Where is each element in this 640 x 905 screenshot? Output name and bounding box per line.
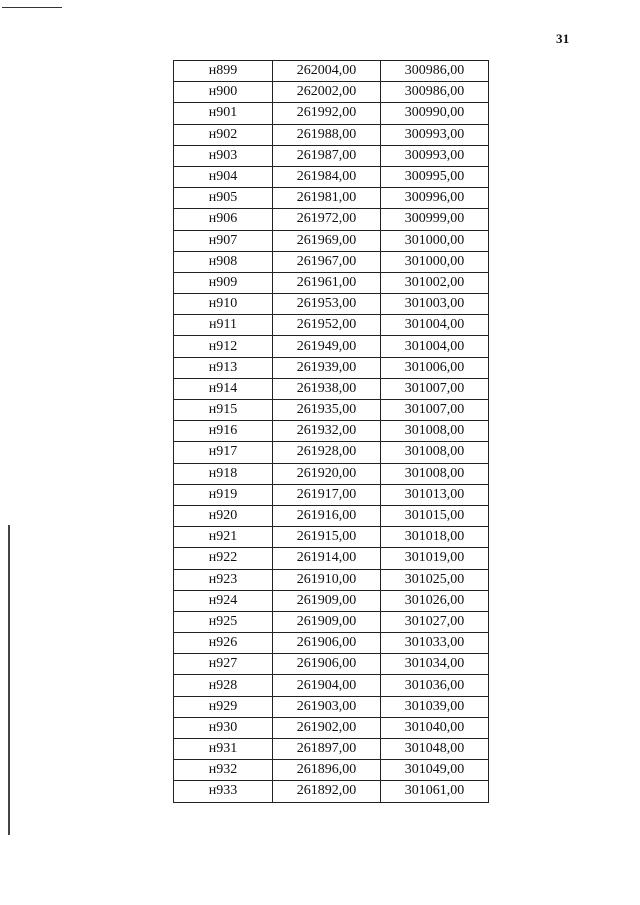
- x-coordinate-cell: 261915,00: [273, 527, 381, 548]
- table-row: [174, 251, 489, 272]
- y-coordinate-cell: 301036,00: [381, 675, 489, 696]
- table-row: [174, 82, 489, 103]
- point-id-cell: н900: [174, 82, 273, 103]
- point-id-cell: н902: [174, 124, 273, 145]
- table-row: [174, 421, 489, 442]
- point-id-cell: н930: [174, 717, 273, 738]
- page-number: 31: [556, 31, 570, 46]
- table-row: [174, 188, 489, 209]
- x-coordinate-cell: 261928,00: [273, 442, 381, 463]
- y-coordinate-cell: 301008,00: [381, 442, 489, 463]
- table-row: [174, 230, 489, 251]
- y-coordinate-cell: 301013,00: [381, 484, 489, 505]
- table-row: [174, 527, 489, 548]
- point-id-cell: н927: [174, 654, 273, 675]
- table-row: [174, 633, 489, 654]
- top-rule-line: [2, 7, 62, 8]
- point-id-cell: н917: [174, 442, 273, 463]
- y-coordinate-cell: 301049,00: [381, 760, 489, 781]
- y-coordinate-cell: 301039,00: [381, 696, 489, 717]
- x-coordinate-cell: 261935,00: [273, 400, 381, 421]
- x-coordinate-cell: 261910,00: [273, 569, 381, 590]
- x-coordinate-cell: 261906,00: [273, 633, 381, 654]
- y-coordinate-cell: 301019,00: [381, 548, 489, 569]
- table-row: [174, 569, 489, 590]
- point-id-cell: н922: [174, 548, 273, 569]
- point-id-cell: н925: [174, 611, 273, 632]
- table-row: [174, 760, 489, 781]
- x-coordinate-cell: 261897,00: [273, 739, 381, 760]
- x-coordinate-cell: 261903,00: [273, 696, 381, 717]
- point-id-cell: н919: [174, 484, 273, 505]
- x-coordinate-cell: 261984,00: [273, 166, 381, 187]
- x-coordinate-cell: 261914,00: [273, 548, 381, 569]
- x-coordinate-cell: 261972,00: [273, 209, 381, 230]
- table-row: [174, 463, 489, 484]
- y-coordinate-cell: 301018,00: [381, 527, 489, 548]
- x-coordinate-cell: 261939,00: [273, 357, 381, 378]
- y-coordinate-cell: 301025,00: [381, 569, 489, 590]
- y-coordinate-cell: 301061,00: [381, 781, 489, 802]
- y-coordinate-cell: 301033,00: [381, 633, 489, 654]
- table-row: [174, 717, 489, 738]
- table-row: [174, 442, 489, 463]
- x-coordinate-cell: 261916,00: [273, 505, 381, 526]
- point-id-cell: н920: [174, 505, 273, 526]
- x-coordinate-cell: 261969,00: [273, 230, 381, 251]
- y-coordinate-cell: 301004,00: [381, 336, 489, 357]
- y-coordinate-cell: 301008,00: [381, 463, 489, 484]
- table-row: [174, 294, 489, 315]
- point-id-cell: н924: [174, 590, 273, 611]
- y-coordinate-cell: 300993,00: [381, 124, 489, 145]
- y-coordinate-cell: 301002,00: [381, 272, 489, 293]
- x-coordinate-cell: 261952,00: [273, 315, 381, 336]
- y-coordinate-cell: 301048,00: [381, 739, 489, 760]
- table-row: [174, 336, 489, 357]
- table-row: [174, 654, 489, 675]
- y-coordinate-cell: 301000,00: [381, 230, 489, 251]
- y-coordinate-cell: 300986,00: [381, 82, 489, 103]
- table-row: [174, 696, 489, 717]
- x-coordinate-cell: 261949,00: [273, 336, 381, 357]
- x-coordinate-cell: 261961,00: [273, 272, 381, 293]
- point-id-cell: н933: [174, 781, 273, 802]
- x-coordinate-cell: 261892,00: [273, 781, 381, 802]
- y-coordinate-cell: 301006,00: [381, 357, 489, 378]
- y-coordinate-cell: 301034,00: [381, 654, 489, 675]
- x-coordinate-cell: 261932,00: [273, 421, 381, 442]
- point-id-cell: н908: [174, 251, 273, 272]
- x-coordinate-cell: 261904,00: [273, 675, 381, 696]
- point-id-cell: н909: [174, 272, 273, 293]
- scan-edge-mark: [8, 525, 10, 835]
- point-id-cell: н921: [174, 527, 273, 548]
- point-id-cell: н931: [174, 739, 273, 760]
- table-row: [174, 675, 489, 696]
- coordinates-table-body: [174, 61, 489, 803]
- table-row: [174, 145, 489, 166]
- coordinates-table: [173, 60, 489, 803]
- point-id-cell: н929: [174, 696, 273, 717]
- table-row: [174, 484, 489, 505]
- y-coordinate-cell: 300995,00: [381, 166, 489, 187]
- x-coordinate-cell: 261909,00: [273, 611, 381, 632]
- table-row: [174, 61, 489, 82]
- y-coordinate-cell: 301007,00: [381, 378, 489, 399]
- y-coordinate-cell: 301003,00: [381, 294, 489, 315]
- x-coordinate-cell: 261987,00: [273, 145, 381, 166]
- x-coordinate-cell: 261967,00: [273, 251, 381, 272]
- y-coordinate-cell: 300996,00: [381, 188, 489, 209]
- point-id-cell: н904: [174, 166, 273, 187]
- table-row: [174, 505, 489, 526]
- x-coordinate-cell: 261992,00: [273, 103, 381, 124]
- x-coordinate-cell: 261988,00: [273, 124, 381, 145]
- point-id-cell: н926: [174, 633, 273, 654]
- point-id-cell: н928: [174, 675, 273, 696]
- table-row: [174, 739, 489, 760]
- point-id-cell: н914: [174, 378, 273, 399]
- point-id-cell: н899: [174, 61, 273, 82]
- table-row: [174, 124, 489, 145]
- table-row: [174, 590, 489, 611]
- table-row: [174, 357, 489, 378]
- x-coordinate-cell: 261896,00: [273, 760, 381, 781]
- point-id-cell: н910: [174, 294, 273, 315]
- x-coordinate-cell: 262002,00: [273, 82, 381, 103]
- point-id-cell: н932: [174, 760, 273, 781]
- table-row: [174, 781, 489, 802]
- x-coordinate-cell: 261909,00: [273, 590, 381, 611]
- y-coordinate-cell: 301015,00: [381, 505, 489, 526]
- x-coordinate-cell: 261938,00: [273, 378, 381, 399]
- table-row: [174, 548, 489, 569]
- point-id-cell: н901: [174, 103, 273, 124]
- y-coordinate-cell: 301000,00: [381, 251, 489, 272]
- point-id-cell: н915: [174, 400, 273, 421]
- table-row: [174, 209, 489, 230]
- table-row: [174, 378, 489, 399]
- point-id-cell: н912: [174, 336, 273, 357]
- y-coordinate-cell: 300990,00: [381, 103, 489, 124]
- y-coordinate-cell: 300999,00: [381, 209, 489, 230]
- y-coordinate-cell: 301040,00: [381, 717, 489, 738]
- x-coordinate-cell: 261981,00: [273, 188, 381, 209]
- table-row: [174, 272, 489, 293]
- x-coordinate-cell: 261953,00: [273, 294, 381, 315]
- y-coordinate-cell: 300993,00: [381, 145, 489, 166]
- table-row: [174, 315, 489, 336]
- table-row: [174, 103, 489, 124]
- point-id-cell: н911: [174, 315, 273, 336]
- x-coordinate-cell: 261917,00: [273, 484, 381, 505]
- x-coordinate-cell: 261902,00: [273, 717, 381, 738]
- point-id-cell: н913: [174, 357, 273, 378]
- point-id-cell: н906: [174, 209, 273, 230]
- y-coordinate-cell: 301027,00: [381, 611, 489, 632]
- point-id-cell: н907: [174, 230, 273, 251]
- y-coordinate-cell: 301008,00: [381, 421, 489, 442]
- table-row: [174, 611, 489, 632]
- table-row: [174, 166, 489, 187]
- x-coordinate-cell: 262004,00: [273, 61, 381, 82]
- y-coordinate-cell: 301026,00: [381, 590, 489, 611]
- point-id-cell: н918: [174, 463, 273, 484]
- table-row: [174, 400, 489, 421]
- y-coordinate-cell: 300986,00: [381, 61, 489, 82]
- point-id-cell: н923: [174, 569, 273, 590]
- y-coordinate-cell: 301004,00: [381, 315, 489, 336]
- y-coordinate-cell: 301007,00: [381, 400, 489, 421]
- point-id-cell: н903: [174, 145, 273, 166]
- point-id-cell: н916: [174, 421, 273, 442]
- x-coordinate-cell: 261906,00: [273, 654, 381, 675]
- point-id-cell: н905: [174, 188, 273, 209]
- x-coordinate-cell: 261920,00: [273, 463, 381, 484]
